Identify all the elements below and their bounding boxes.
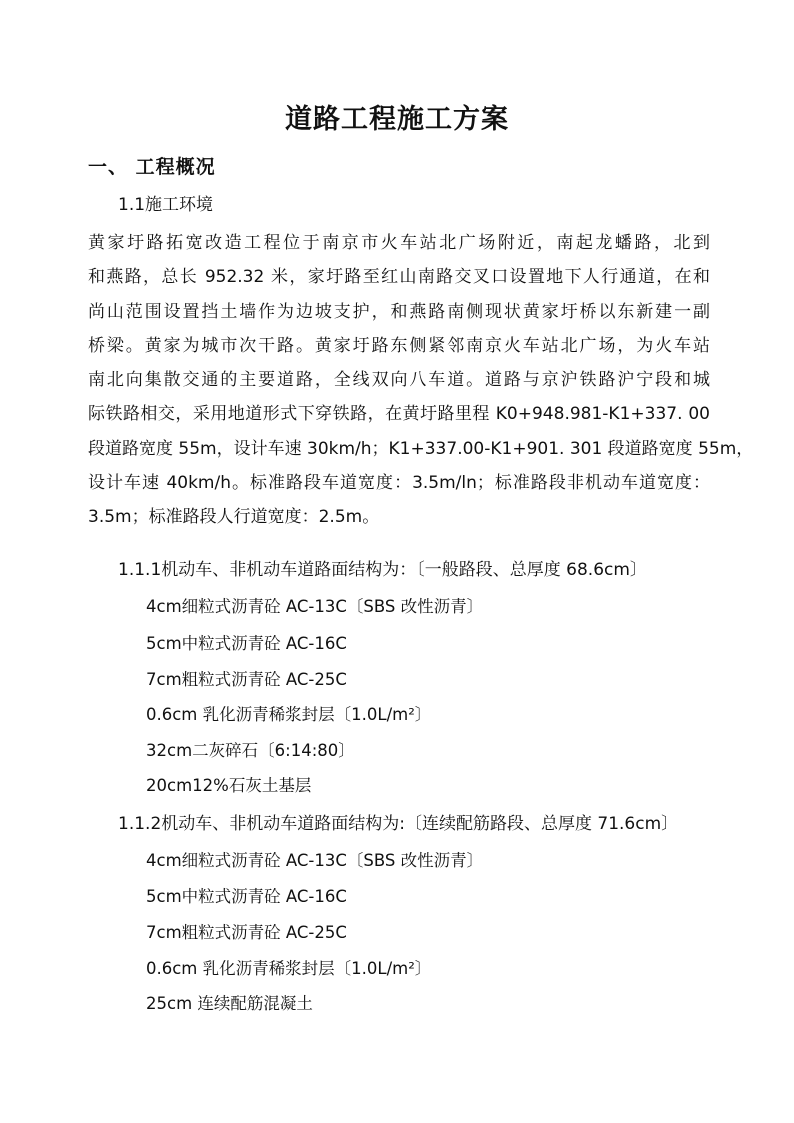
paragraph-line: 和燕路，总长 952.32 米，家圩路至红山南路交叉口设置地下人行通道，在和 bbox=[88, 267, 710, 288]
paragraph-line: 黄家圩路拓宽改造工程位于南京市火车站北广场附近，南起龙蟠路，北到 bbox=[88, 233, 710, 253]
section-heading-overview: 一、 工程概况 bbox=[88, 156, 216, 178]
subsection-heading-environment: 1.1施工环境 bbox=[118, 195, 214, 215]
pavement-layer-item: 20cm12%石灰土基层 bbox=[146, 776, 312, 795]
pavement-layer-item: 7cm粗粒式沥青砼 AC-25C bbox=[146, 923, 347, 942]
paragraph-line: 3.5m；标准路段人行道宽度：2.5m。 bbox=[88, 507, 380, 528]
subsection-heading-general-pavement: 1.1.1机动车、非机动车道路面结构为：〔一般路段、总厚度 68.6cm〕 bbox=[118, 560, 647, 580]
paragraph-line: 南北向集散交通的主要道路，全线双向八车道。道路与京沪铁路沪宁段和城 bbox=[88, 370, 710, 391]
environment-paragraph bbox=[88, 226, 754, 535]
paragraph-line: 尚山范围设置挡土墙作为边坡支护，和燕路南侧现状黄家圩桥以东新建一副 bbox=[88, 301, 710, 322]
subsection-heading-crcp-pavement: 1.1.2机动车、非机动车道路面结构为:〔连续配筋路段、总厚度 71.6cm〕 bbox=[118, 814, 679, 834]
paragraph-line: 际铁路相交，采用地道形式下穿铁路，在黄圩路里程 K0+948.981-K1+337. 00 bbox=[88, 404, 710, 425]
pavement-layer-item: 32cm二灰碎石〔6:14:80〕 bbox=[146, 741, 355, 760]
pavement-layer-item: 5cm中粒式沥青砼 AC-16C bbox=[146, 634, 347, 653]
pavement-layer-item: 0.6cm 乳化沥青稀浆封层〔1.0L/m²〕 bbox=[146, 959, 432, 978]
pavement-layer-item: 25cm 连续配筋混凝土 bbox=[146, 994, 313, 1013]
paragraph-line: 桥梁。黄家为城市次干路。黄家圩路东侧紧邻南京火车站北广场，为火车站 bbox=[88, 335, 710, 356]
pavement-layer-item: 4cm细粒式沥青砼 AC-13C〔SBS 改性沥青〕 bbox=[146, 597, 484, 616]
pavement-layer-item: 0.6cm 乳化沥青稀浆封层〔1.0L/m²〕 bbox=[146, 705, 432, 724]
pavement-layer-item: 5cm中粒式沥青砼 AC-16C bbox=[146, 887, 347, 906]
paragraph-line: 段道路宽度 55m，设计车速 30km/h；K1+337.00-K1+901. 301 段道路宽度 55m， bbox=[88, 438, 754, 459]
pavement-layer-item: 4cm细粒式沥青砼 AC-13C〔SBS 改性沥青〕 bbox=[146, 851, 484, 870]
document-title: 道路工程施工方案 bbox=[285, 104, 509, 135]
pavement-layer-item: 7cm粗粒式沥青砼 AC-25C bbox=[146, 670, 347, 689]
paragraph-line: 设计车速 40km/h。标准路段车道宽度：3.5m/ln；标准路段非机动车道宽度： bbox=[88, 473, 710, 494]
